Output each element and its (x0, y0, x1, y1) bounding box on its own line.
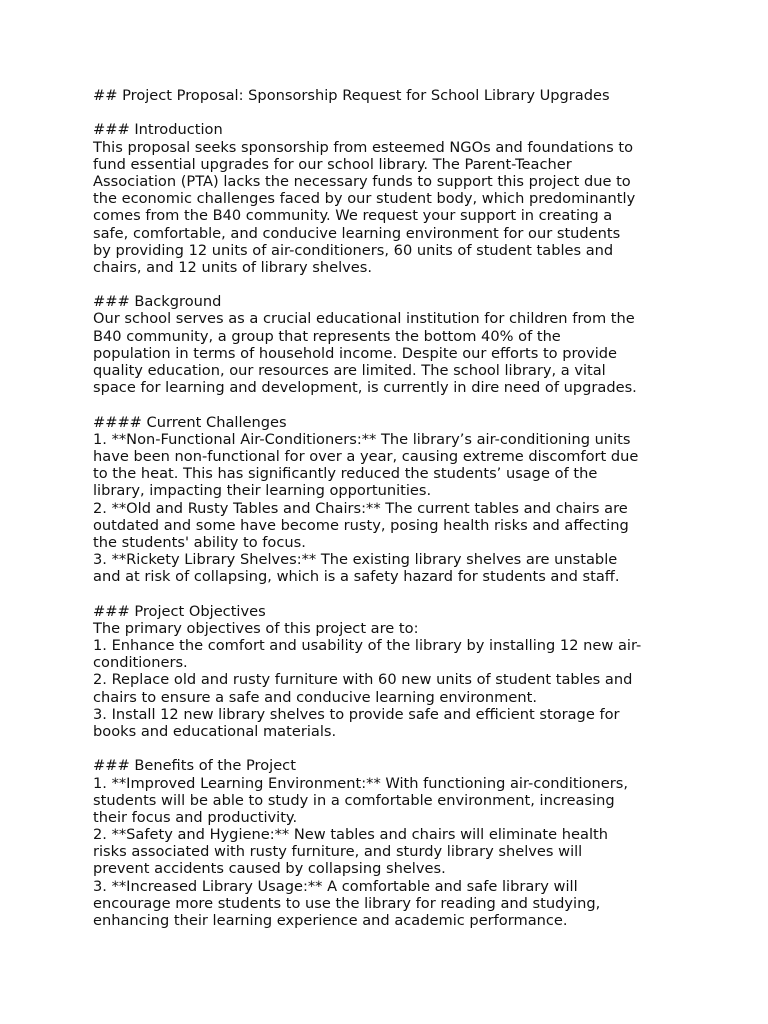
document-title: ## Project Proposal: Sponsorship Request for School Library Upgrades (93, 87, 610, 104)
list-line: to the heat. This has significantly reduced the students’ usage of the (93, 465, 598, 483)
section-project-objectives (93, 603, 693, 741)
list-line: 2. **Safety and Hygiene:** New tables and chairs will eliminate health (93, 826, 608, 844)
list-line: enhancing their learning experience and academic performance. (93, 912, 568, 929)
body-line: Our school serves as a crucial educational institution for children from the (93, 310, 635, 328)
list-line: their focus and productivity. (93, 808, 298, 826)
list-line: 2. **Old and Rusty Tables and Chairs:** The current tables and chairs are (93, 499, 628, 517)
section-heading: ### Benefits of the Project (93, 757, 296, 775)
section-background (93, 293, 693, 396)
list-line: and at risk of collapsing, which is a safety hazard for students and staff. (93, 568, 620, 586)
section-introduction (93, 121, 693, 276)
body-line: This proposal seeks sponsorship from esteemed NGOs and foundations to (93, 138, 634, 156)
list-line: chairs to ensure a safe and conducive learning environment. (93, 688, 537, 706)
body-line: safe, comfortable, and conducive learning environment for our students (93, 224, 621, 242)
body-line: population in terms of household income. Despite our efforts to provide (93, 344, 618, 362)
list-line: have been non-functional for over a year, causing extreme discomfort due (93, 447, 639, 465)
body-line: Association (PTA) lacks the necessary funds to support this project due to (93, 172, 631, 190)
section-benefits (93, 757, 693, 929)
body-line: space for learning and development, is currently in dire need of upgrades. (93, 379, 637, 397)
list-line: the students' ability to focus. (93, 533, 306, 551)
list-line: The primary objectives of this project are to: (93, 619, 419, 637)
paragraph-gap (93, 740, 693, 757)
paragraph-gap (93, 104, 693, 121)
list-line: 1. Enhance the comfort and usability of the library by installing 12 new air- (93, 637, 642, 654)
list-line: 1. **Improved Learning Environment:** With functioning air-conditioners, (93, 774, 629, 792)
paragraph-gap (93, 276, 693, 293)
list-line: prevent accidents caused by collapsing shelves. (93, 860, 446, 878)
body-line: B40 community, a group that represents the bottom 40% of the (93, 327, 561, 345)
document-page (93, 87, 693, 929)
body-line: quality education, our resources are limited. The school library, a vital (93, 362, 606, 379)
list-line: 1. **Non-Functional Air-Conditioners:** The library’s air-conditioning units (93, 430, 631, 448)
section-heading: ### Background (93, 293, 222, 311)
list-line: risks associated with rusty furniture, and sturdy library shelves will (93, 843, 583, 861)
list-line: encourage more students to use the library for reading and studying, (93, 894, 601, 912)
list-line: 3. **Increased Library Usage:** A comfortable and safe library will (93, 877, 578, 895)
section-heading: ### Introduction (93, 121, 223, 139)
body-line: by providing 12 units of air-conditioners, 60 units of student tables and (93, 241, 614, 259)
list-line: 3. **Rickety Library Shelves:** The existing library shelves are unstable (93, 551, 618, 569)
list-line: students will be able to study in a comfortable environment, increasing (93, 791, 615, 809)
body-line: comes from the B40 community. We request your support in creating a (93, 207, 613, 225)
section-heading: ### Project Objectives (93, 602, 266, 620)
paragraph-gap (93, 585, 693, 602)
section-heading: #### Current Challenges (93, 413, 287, 431)
list-line: books and educational materials. (93, 722, 337, 740)
paragraph-gap (93, 396, 693, 413)
body-line: fund essential upgrades for our school library. The Parent-Teacher (93, 155, 572, 173)
list-line: conditioners. (93, 654, 188, 672)
body-line: chairs, and 12 units of library shelves. (93, 258, 373, 276)
list-line: library, impacting their learning opportunities. (93, 482, 432, 500)
section-current-challenges (93, 414, 693, 586)
list-line: 3. Install 12 new library shelves to provide safe and efficient storage for (93, 705, 620, 723)
list-line: 2. Replace old and rusty furniture with 60 new units of student tables and (93, 671, 633, 689)
body-line: the economic challenges faced by our student body, which predominantly (93, 190, 636, 208)
list-line: outdated and some have become rusty, posing health risks and affecting (93, 516, 629, 534)
